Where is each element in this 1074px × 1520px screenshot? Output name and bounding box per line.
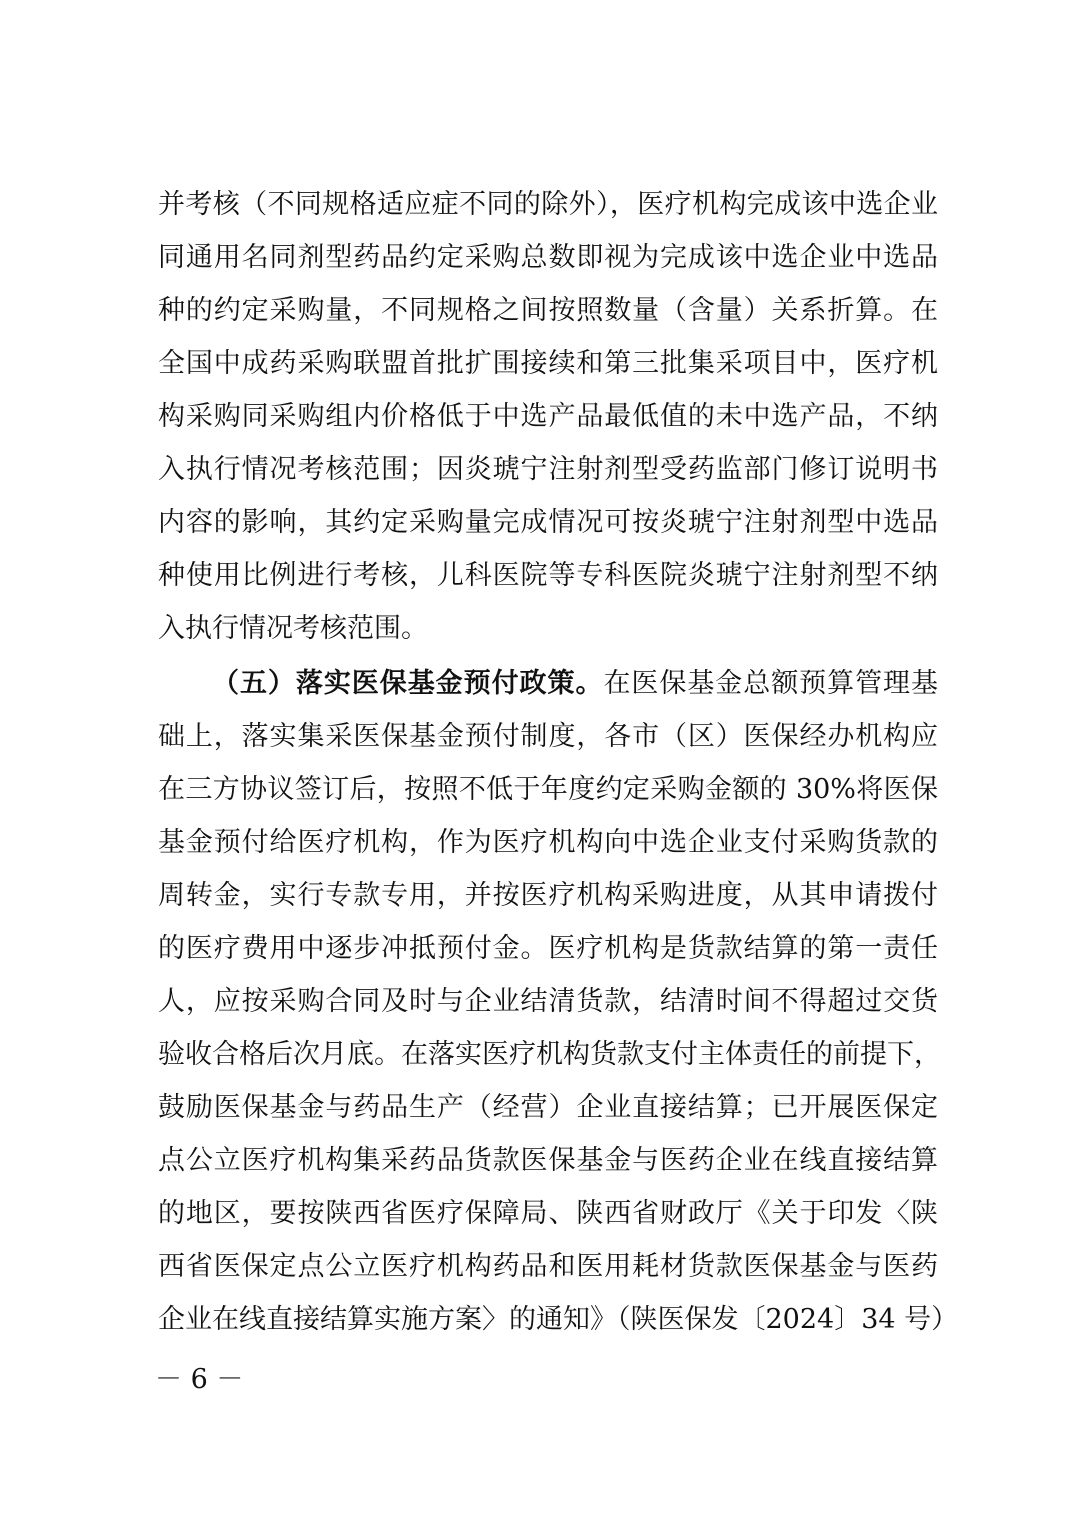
body-text-line: 在三方协议签订后，按照不低于年度约定采购金额的 30%将医保 — [158, 774, 938, 805]
body-text-line: 的医疗费用中逐步冲抵预付金。医疗机构是货款结算的第一责任 — [158, 933, 938, 964]
body-text-line: 的地区，要按陕西省医疗保障局、陕西省财政厅《关于印发〈陕 — [158, 1198, 938, 1229]
body-text-line: 基金预付给医疗机构，作为医疗机构向中选企业支付采购货款的 — [158, 827, 938, 858]
body-text-line: 周转金，实行专款专用，并按医疗机构采购进度，从其申请拨付 — [158, 880, 938, 911]
body-text-line: 全国中成药采购联盟首批扩围接续和第三批集采项目中，医疗机 — [158, 348, 938, 379]
section-heading-line — [212, 666, 938, 702]
body-text-line: 种使用比例进行考核，儿科医院等专科医院炎琥宁注射剂型不纳 — [158, 560, 938, 591]
body-text-line: 同通用名同剂型药品约定采购总数即视为完成该中选企业中选品 — [158, 242, 938, 273]
body-text: 在医保基金总额预算管理基 — [603, 668, 939, 699]
body-text-line: 人，应按采购合同及时与企业结清货款，结清时间不得超过交货 — [158, 986, 938, 1017]
body-text-line: 构采购同采购组内价格低于中选产品最低值的未中选产品，不纳 — [158, 401, 938, 432]
body-text-line: 种的约定采购量，不同规格之间按照数量（含量）关系折算。在 — [158, 295, 938, 326]
page-number: － 6 － — [155, 1364, 244, 1395]
body-text-line: 鼓励医保基金与药品生产（经营）企业直接结算；已开展医保定 — [158, 1092, 938, 1123]
section-heading: （五）落实医保基金预付政策。 — [212, 668, 604, 699]
body-text-line: 验收合格后次月底。在落实医疗机构货款支付主体责任的前提下， — [158, 1039, 941, 1070]
body-text-line: 点公立医疗机构集采药品货款医保基金与医药企业在线直接结算 — [158, 1145, 938, 1176]
body-text-line: 入执行情况考核范围。 — [158, 613, 428, 644]
body-text-line: 础上，落实集采医保基金预付制度，各市（区）医保经办机构应 — [158, 721, 938, 752]
body-text-line: 内容的影响，其约定采购量完成情况可按炎琥宁注射剂型中选品 — [158, 507, 938, 538]
body-text-line: 并考核（不同规格适应症不同的除外），医疗机构完成该中选企业 — [158, 189, 938, 220]
body-text-line: 西省医保定点公立医疗机构药品和医用耗材货款医保基金与医药 — [158, 1251, 938, 1282]
body-text-line: 入执行情况考核范围；因炎琥宁注射剂型受药监部门修订说明书 — [158, 454, 938, 485]
body-text-line: 企业在线直接结算实施方案〉的通知》（陕医保发〔2024〕34 号） — [158, 1304, 959, 1335]
